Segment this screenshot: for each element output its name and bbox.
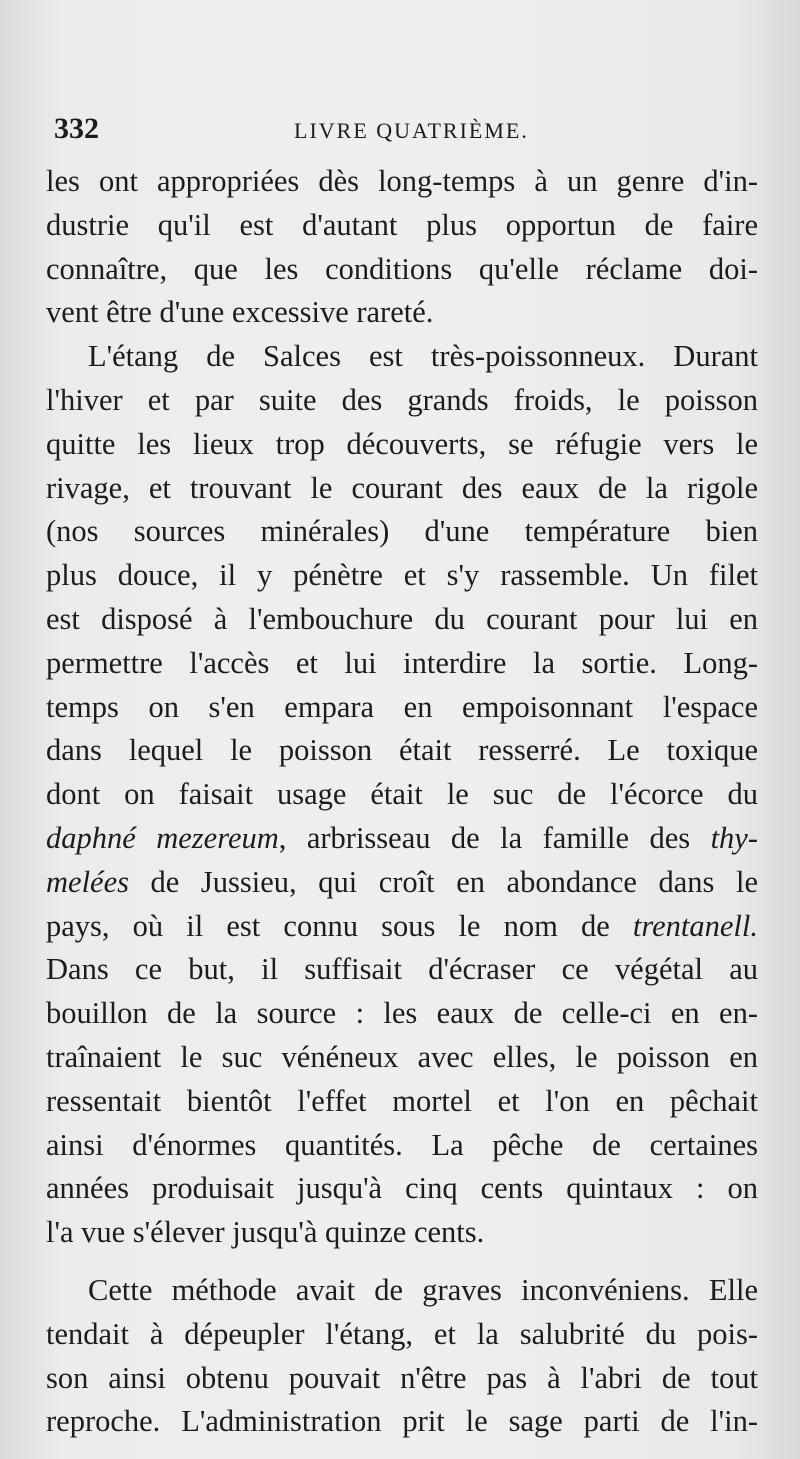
text-line: années produisait jusqu'à cinq cents quintaux : on	[46, 1171, 758, 1206]
text-line: Dans ce but, il suffisait d'écraser ce végétal au	[46, 952, 758, 987]
italic-term: melées	[46, 864, 129, 899]
page-number: 332	[54, 112, 99, 145]
text-line: dont on faisait usage était le suc de l'écorce du	[46, 777, 758, 812]
text-line: les ont appropriées dès long-temps à un genre d'in-	[46, 164, 758, 198]
italic-term: thy-	[710, 820, 758, 855]
text-line: l'hiver et par suite des grands froids, le poisson	[46, 382, 758, 417]
text-line: son ainsi obtenu pouvait n'être pas à l'abri de tout	[46, 1360, 758, 1395]
text-line-mixed	[46, 905, 758, 949]
text-line: Cette méthode avait de graves inconvéniens. Elle	[88, 1272, 758, 1307]
text-fragment: , arbrisseau de la famille des	[278, 820, 711, 855]
italic-term: trentanell.	[632, 908, 758, 943]
text-line: l'a vue s'élever jusqu'à quinze cents.	[46, 1215, 485, 1250]
text-line: quitte les lieux trop découverts, se réfugie vers le	[46, 426, 758, 461]
text-line: bouillon de la source : les eaux de celle-ci en en-	[46, 996, 758, 1031]
text-line: vent être d'une excessive rareté.	[46, 295, 434, 330]
text-line: temps on s'en empara en empoisonnant l'espace	[46, 689, 758, 724]
text-line: rivage, et trouvant le courant des eaux de la rigole	[46, 470, 758, 505]
running-head: LIVRE QUATRIÈME.	[294, 118, 529, 143]
text-line: reproche. L'administration prit le sage parti de l'in-	[46, 1404, 758, 1439]
text-line: traînaient le suc vénéneux avec elles, le poisson en	[46, 1039, 758, 1074]
text-line: plus douce, il y pénètre et s'y rassemble. Un filet	[46, 558, 758, 593]
text-line: tendait à dépeupler l'étang, et la salubrité du pois-	[46, 1316, 758, 1351]
text-line: (nos sources minérales) d'une température bien	[46, 514, 758, 549]
text-line: L'étang de Salces est très-poissonneux. Durant	[88, 339, 758, 374]
text-line-mixed	[46, 817, 758, 861]
text-line: permettre l'accès et lui interdire la sortie. Long-	[46, 645, 758, 680]
text-line: dustrie qu'il est d'autant plus opportun de faire	[46, 207, 758, 242]
text-line: ainsi d'énormes quantités. La pêche de certaines	[46, 1127, 758, 1162]
text-fragment: pays, où il est connu sous le nom de	[46, 908, 633, 943]
text-line: est disposé à l'embouchure du courant pour lui en	[46, 601, 758, 636]
text-line-mixed	[46, 861, 758, 905]
text-line: ressentait bientôt l'effet mortel et l'on en pêchait	[46, 1083, 758, 1118]
text-line: dans lequel le poisson était resserré. Le toxique	[46, 733, 758, 768]
italic-term: daphné mezereum	[46, 820, 279, 855]
text-fragment: de Jussieu, qui croît en abondance dans le	[128, 864, 758, 899]
text-line: connaître, que les conditions qu'elle réclame doi-	[46, 251, 758, 286]
page-header	[54, 112, 754, 152]
body-text	[46, 160, 758, 1444]
